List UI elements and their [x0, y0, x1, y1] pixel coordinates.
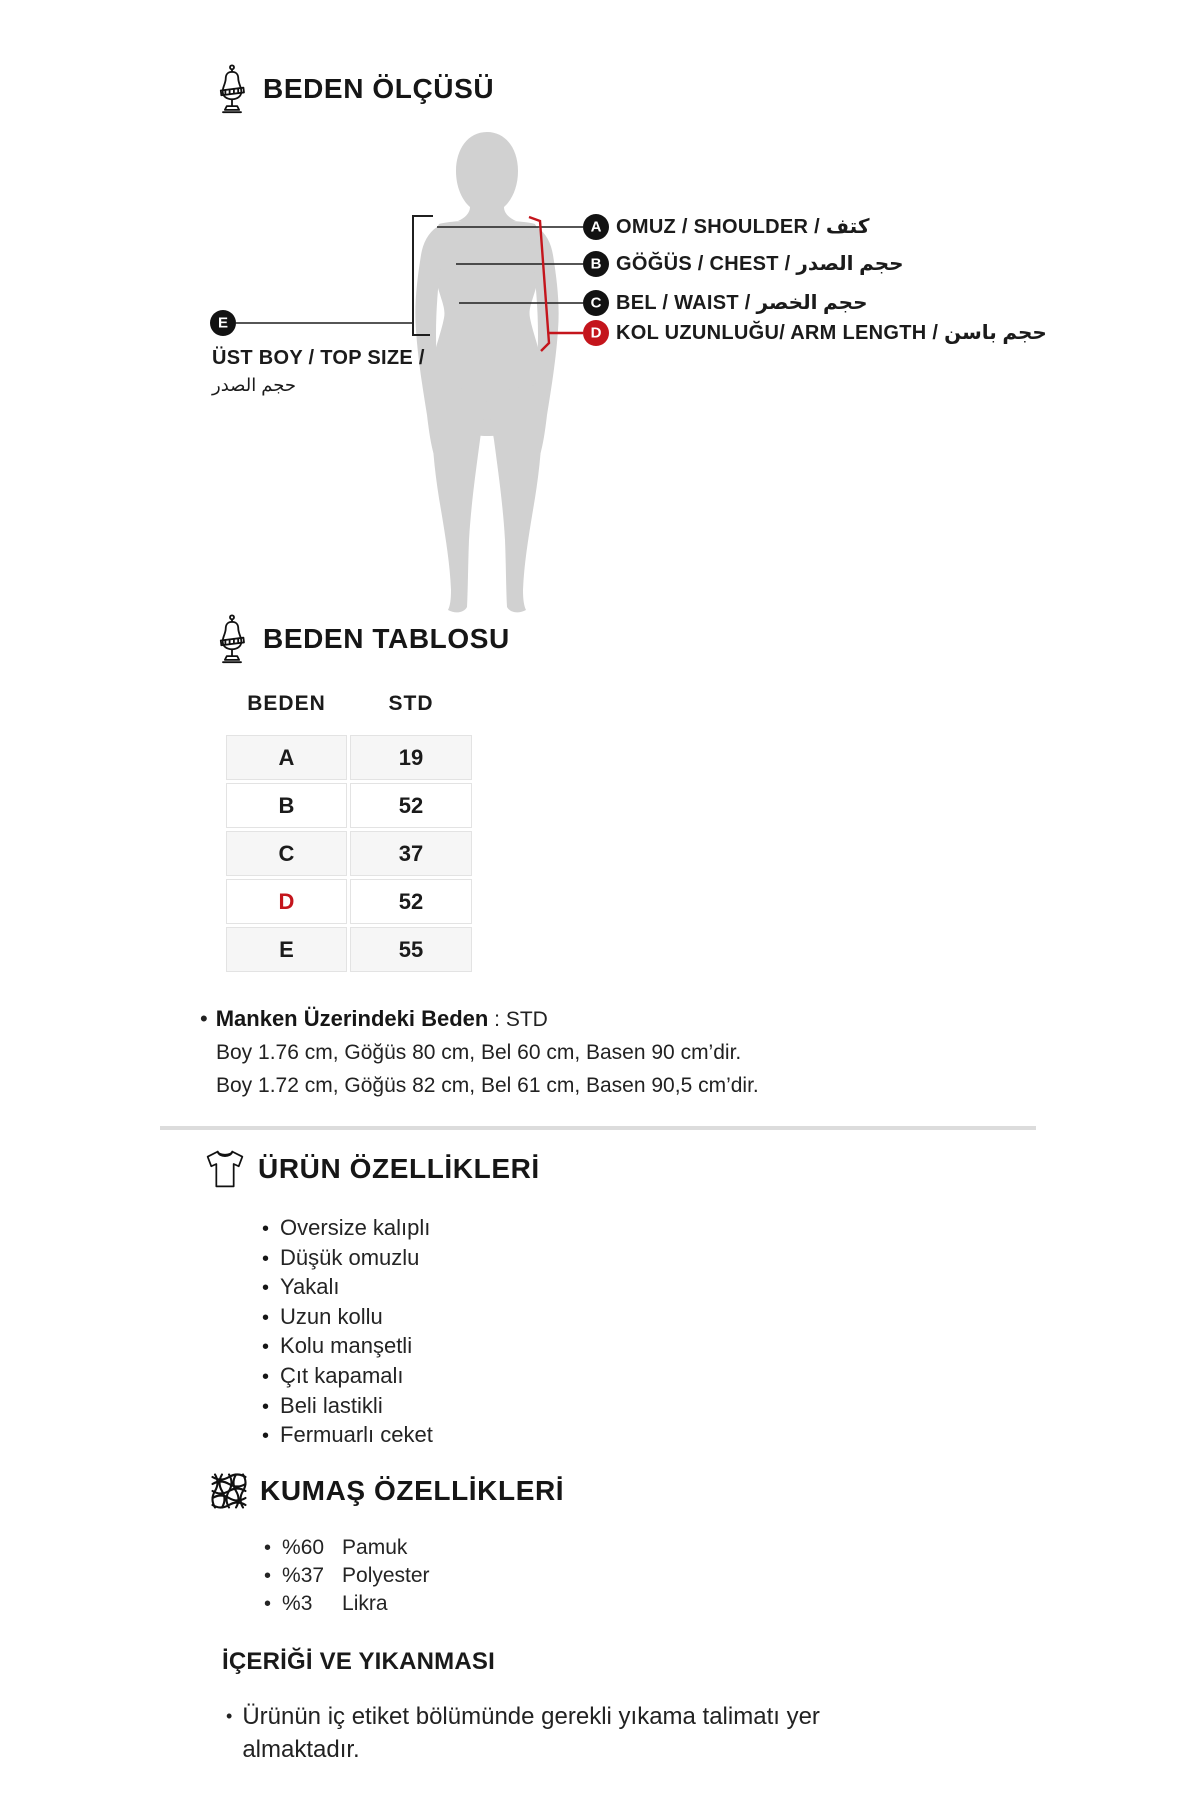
row-value: 19 — [350, 735, 472, 780]
list-item — [262, 1332, 433, 1362]
row-value: 37 — [350, 831, 472, 876]
table-row — [226, 879, 472, 924]
badge-d: D — [590, 324, 602, 342]
size-table-column-headers — [226, 692, 472, 716]
body-silhouette — [415, 132, 558, 612]
list-item — [264, 1590, 430, 1618]
row-value: 55 — [350, 927, 472, 972]
bullet-dot: • — [262, 1336, 270, 1359]
model-measurements-line: Boy 1.76 cm, Göğüs 80 cm, Bel 60 cm, Basen 90 cm’dir. — [216, 1041, 742, 1064]
fabric-composition-list — [264, 1534, 430, 1618]
fabric-percent: %37 — [282, 1564, 325, 1587]
measure-label-top-size — [212, 345, 425, 399]
list-item — [262, 1392, 433, 1422]
row-key: A — [226, 735, 347, 780]
measure-label-chest: GÖĞÜS / CHEST / حجم الصدر — [616, 253, 904, 275]
list-item — [264, 1562, 430, 1590]
column-header-std: STD — [388, 692, 434, 715]
list-item — [262, 1214, 433, 1244]
bullet-dot: • — [262, 1218, 270, 1240]
measure-label-waist: BEL / WAIST / حجم الخصر — [616, 292, 868, 314]
product-features-header — [204, 1148, 540, 1190]
measure-label-top-size-latin: ÜST BOY / TOP SIZE / — [212, 347, 425, 369]
badge-a: A — [590, 218, 602, 236]
list-item — [262, 1362, 433, 1392]
badge-e: E — [217, 314, 229, 332]
bullet-dot: • — [200, 1006, 208, 1031]
model-size-label: Manken Üzerindeki Beden — [215, 1006, 489, 1031]
section-title: BEDEN TABLOSU — [263, 623, 510, 654]
table-row — [226, 735, 472, 780]
feature-text: Fermuarlı ceket — [280, 1422, 433, 1448]
fabric-name: Pamuk — [342, 1536, 408, 1559]
list-item — [262, 1273, 433, 1303]
bullet-dot: • — [226, 1706, 233, 1726]
feature-text: Beli lastikli — [280, 1392, 383, 1418]
bullet-dot: • — [264, 1593, 272, 1615]
bullet-dot: • — [262, 1306, 270, 1329]
table-row — [226, 831, 472, 876]
feature-text: Uzun kollu — [280, 1303, 383, 1329]
tshirt-icon — [204, 1148, 246, 1190]
fabric-features-header — [210, 1472, 564, 1510]
model-size-value: : STD — [488, 1008, 548, 1031]
row-key: D — [226, 879, 347, 924]
row-value: 52 — [350, 783, 472, 828]
product-features-list — [262, 1214, 433, 1451]
bullet-dot: • — [262, 1277, 270, 1300]
care-note-text: Ürünün iç etiket bölümünde gerekli yıkama talimatı yer almaktadır. — [242, 1703, 820, 1763]
list-item — [264, 1534, 430, 1562]
table-row — [226, 783, 472, 828]
feature-text: Oversize kalıplı — [280, 1215, 431, 1240]
model-size-note — [200, 1002, 980, 1102]
section-title: KUMAŞ ÖZELLİKLERİ — [260, 1475, 565, 1506]
care-note — [226, 1700, 906, 1766]
list-item — [262, 1303, 433, 1333]
size-table-header — [213, 614, 510, 664]
bullet-dot: • — [262, 1365, 270, 1388]
column-header-beden: BEDEN — [247, 692, 326, 715]
feature-text: Düşük omuzlu — [280, 1244, 420, 1270]
feature-text: Çıt kapamalı — [280, 1362, 404, 1388]
section-title: ÜRÜN ÖZELLİKLERİ — [258, 1153, 540, 1184]
row-key: E — [226, 927, 347, 972]
badge-c: C — [590, 294, 602, 312]
mannequin-icon — [213, 614, 251, 664]
badge-b: B — [590, 255, 602, 273]
fabric-name: Polyester — [342, 1564, 430, 1587]
fabric-percent: %3 — [282, 1592, 313, 1615]
row-value: 52 — [350, 879, 472, 924]
fabric-percent: %60 — [282, 1536, 325, 1559]
feature-text: Yakalı — [280, 1274, 340, 1300]
bullet-dot: • — [262, 1425, 270, 1448]
fabric-name: Likra — [342, 1592, 388, 1615]
row-key: B — [226, 783, 347, 828]
fabric-icon — [210, 1472, 248, 1510]
size-table — [226, 735, 472, 975]
bullet-dot: • — [262, 1395, 270, 1418]
measure-label-shoulder: OMUZ / SHOULDER / كتف — [616, 216, 870, 238]
row-key: C — [226, 831, 347, 876]
table-row — [226, 927, 472, 972]
list-item — [262, 1244, 433, 1274]
list-item — [262, 1421, 433, 1451]
section-divider — [160, 1126, 1036, 1130]
bullet-dot: • — [262, 1247, 270, 1270]
bullet-dot: • — [264, 1537, 272, 1559]
body-measure-diagram — [0, 0, 1200, 660]
measure-label-top-size-arabic: حجم الصدر — [212, 375, 296, 395]
model-measurements-line: Boy 1.72 cm, Göğüs 82 cm, Bel 61 cm, Basen 90,5 cm’dir. — [216, 1074, 759, 1097]
measure-label-arm-length: KOL UZUNLUĞU/ ARM LENGTH / حجم باسن — [616, 322, 1047, 344]
model-size-line — [200, 1002, 980, 1036]
bullet-dot: • — [264, 1565, 272, 1587]
care-section-title: İÇERİĞİ VE YIKANMASI — [222, 1648, 495, 1675]
section-title: BEDEN ÖLÇÜSÜ — [263, 73, 495, 104]
feature-text: Kolu manşetli — [280, 1333, 413, 1359]
